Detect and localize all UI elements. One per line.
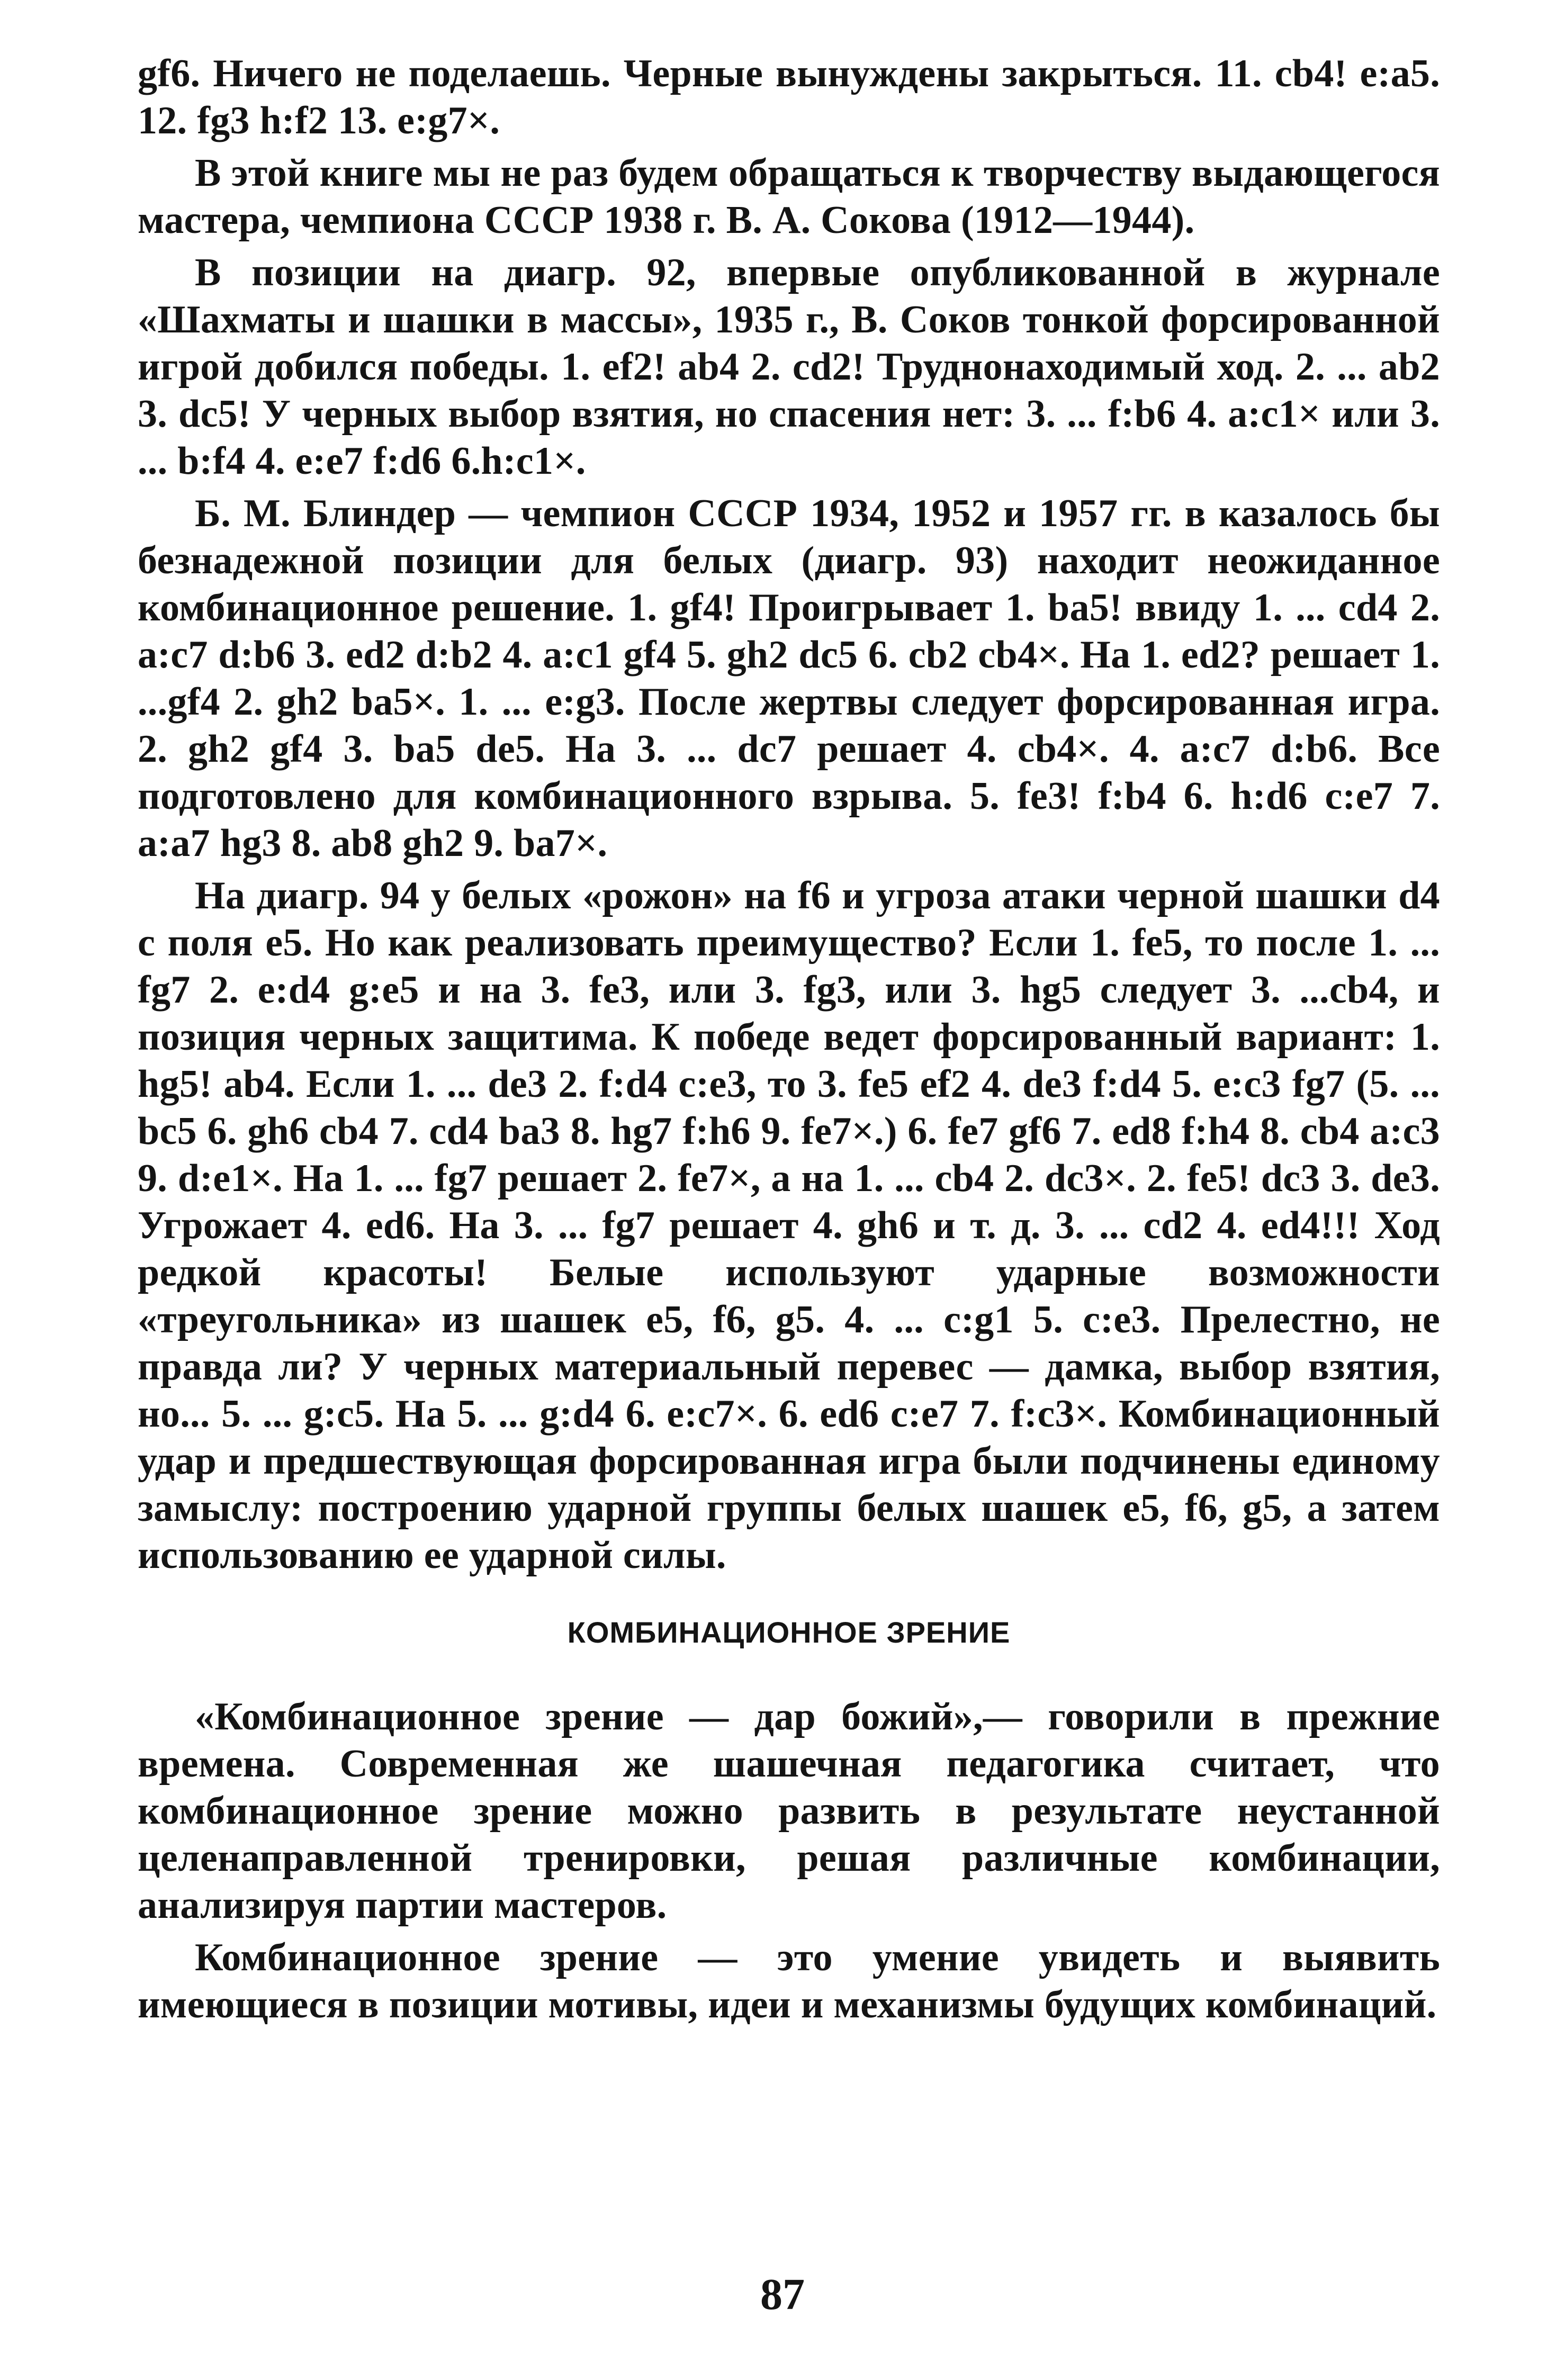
paragraph-sokov-intro: В этой книге мы не раз будем обращаться к творчеству выдающегося мастера, чемпиона СССР 1938 г. В. А. Сокова (1912—1944). [138,151,1440,242]
section-heading: КОМБИНАЦИОННОЕ ЗРЕНИЕ [567,1616,1011,1649]
page-body [138,50,1440,2029]
paragraph-combination-vision-2: Комбинационное зрение — это умение увидеть и выявить имеющиеся в позиции мотивы, идеи и механизмы будущих комбинаций. [138,1936,1440,2026]
page-number: 87 [760,2270,805,2319]
paragraph-diagram-92: В позиции на диагр. 92, впервые опубликованной в журнале «Шахматы и шашки в массы», 1935 г., В. Соков тонкой форсированной игрой добился победы. 1. ef2! ab4 2. cd2! Труднонаходимый ход. 2. ... ab2 3. dc5! У черных выбор взятия, но спасения нет: 3. ... f:b6 4. a:c1× или 3. ... b:f4 4. e:e7 f:d6 6.h:c1×. [138,251,1440,483]
paragraph-combination-vision-1: «Комбинационное зрение — дар божий»,— говорили в прежние времена. Современная же шашечная педагогика считает, что комбинационное зрение можно развить в результате неустанной целенаправленной тренировки, решая различные комбинации, анализируя партии мастеров. [138,1695,1440,1927]
paragraph-continuation: gf6. Ничего не поделаешь. Черные вынуждены закрыться. 11. cb4! e:a5. 12. fg3 h:f2 13. e:g7×. [138,52,1440,142]
paragraph-diagram-94: На диагр. 94 у белых «рожон» на f6 и угроза атаки черной шашки d4 с поля e5. Но как реализовать преимущество? Если 1. fe5, то после 1. ... fg7 2. e:d4 g:e5 и на 3. fe3, или 3. fg3, или 3. hg5 следует 3. ...cb4, и позиция черных защитима. К победе ведет форсированный вариант: 1. hg5! ab4. Если 1. ... de3 2. f:d4 c:e3, то 3. fe5 ef2 4. de3 f:d4 5. e:c3 fg7 (5. ... bc5 6. gh6 cb4 7. cd4 ba3 8. hg7 f:h6 9. fe7×.) 6. fe7 gf6 7. ed8 f:h4 8. cb4 a:c3 9. d:e1×. На 1. ... fg7 решает 2. fe7×, а на 1. ... cb4 2. dc3×. 2. fe5! dc3 3. de3. Угрожает 4. ed6. На 3. ... fg7 решает 4. gh6 и т. д. 3. ... cd2 4. ed4!!! Ход редкой красоты! Белые используют ударные возможности «треугольника» из шашек e5, f6, g5. 4. ... c:g1 5. c:e3. Прелестно, не правда ли? У черных материальный перевес — дамка, выбор взятия, но... 5. ... g:c5. На 5. ... g:d4 6. e:c7×. 6. ed6 c:e7 7. f:c3×. Комбинационный удар и предшествующая форсированная игра были подчинены единому замыслу: построению ударной группы белых шашек e5, f6, g5, а затем использованию ее ударной силы. [138,874,1440,1577]
paragraph-diagram-93: Б. М. Блиндер — чемпион СССР 1934, 1952 и 1957 гг. в казалось бы безнадежной позиции для белых (диагр. 93) находит неожиданное комбинационное решение. 1. gf4! Проигрывает 1. ba5! ввиду 1. ... cd4 2. a:c7 d:b6 3. ed2 d:b2 4. a:c1 gf4 5. gh2 dc5 6. cb2 cb4×. На 1. ed2? решает 1. ...gf4 2. gh2 ba5×. 1. ... e:g3. После жертвы следует форсированная игра. 2. gh2 gf4 3. ba5 de5. На 3. ... dc7 решает 4. cb4×. 4. a:c7 d:b6. Все подготовлено для комбинационного взрыва. 5. fe3! f:b4 6. h:d6 c:e7 7. a:a7 hg3 8. ab8 gh2 9. ba7×. [138,492,1440,865]
